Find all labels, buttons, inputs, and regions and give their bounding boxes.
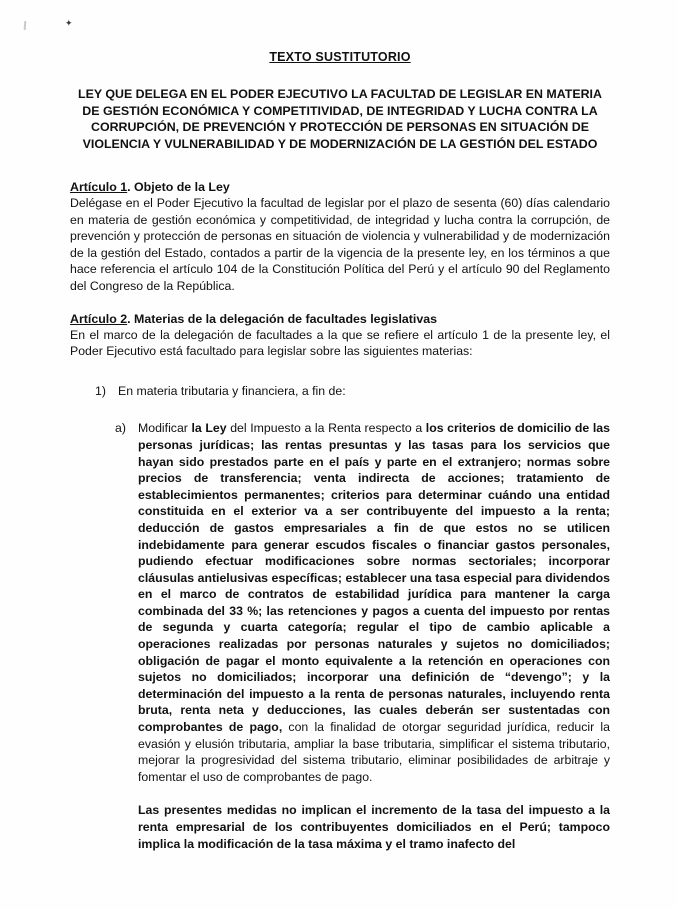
list-item-1 bbox=[70, 383, 610, 400]
article-2-heading bbox=[70, 312, 610, 326]
article-2-label: Artículo 2 bbox=[70, 311, 128, 326]
list-item-1-marker: 1) bbox=[95, 383, 106, 398]
list-item-a bbox=[70, 420, 610, 852]
article-2-heading-rest: . Materias de la delegación de facultades legislativas bbox=[127, 311, 438, 326]
article-2-body: En el marco de la delegación de facultades a la que se refiere el artículo 1 de la presente ley, el Poder Ejecutivo está facultado para legislar sobre las siguientes materias: bbox=[70, 327, 610, 359]
article-1-heading-rest: . Objeto de la Ley bbox=[127, 180, 230, 194]
article-1-label: Artículo 1 bbox=[70, 180, 128, 194]
list-item-a-marker: a) bbox=[115, 421, 126, 436]
list-item-a-paragraph-1 bbox=[138, 420, 610, 785]
run-modificar: Modificar bbox=[138, 421, 192, 436]
document-content bbox=[70, 50, 610, 852]
scan-artifact-dot: ✦ bbox=[65, 18, 73, 28]
run-la-ley: la Ley bbox=[191, 421, 227, 436]
scan-artifact-tick bbox=[24, 21, 27, 30]
article-1-heading bbox=[70, 180, 610, 194]
document-subtitle: LEY QUE DELEGA EN EL PODER EJECUTIVO LA FACULTAD DE LEGISLAR EN MATERIA DE GESTIÓN ECONÓMICA Y COMPETITIVIDAD, DE INTEGRIDAD Y LUCHA CONTRA LA CORRUPCIÓN, DE PREVENCIÓN Y PROTECCIÓN DE PERSONAS EN SITUACIÓN DE VIOLENCIA Y VULNERABILIDAD Y DE MODERNIZACIÓN DE LA GESTIÓN DEL ESTADO bbox=[78, 87, 602, 151]
run-criterios-domicilio: los criterios de domicilio de las personas jurídicas; las rentas presuntas y las tasas para los servicios que hayan sido prestados parte en el país y parte en el extranjero; normas sobre precios de transferencia; venta indirecta de acciones; tratamiento de establecimientos permanentes; criterios para determinar cuándo una entidad constituida en el exterior va a ser contribuyente del impuesto a la renta; deducción de gastos empresariales a fin de que estos no se utilicen indebidamente para generar escudos fiscales o financiar gastos personales, pudiendo efectuar modificaciones sobre normas sectoriales; incorporar cláusulas antielusivas específicas; establecer una tasa especial para dividendos en el marco de contratos de estabilidad jurídica para mantener la carga combinada del 33 %; las retenciones y pagos a cuenta del impuesto por rentas de segunda y cuarta categoría; regular el tipo de cambio aplicable a operaciones realizadas por personas naturales y sujetos no domiciliados; obligación de pagar el monto equivalente a la retención en operaciones con sujetos no domiciliados; incorporar una definición de “devengo”; y la determinación del impuesto a la renta de personas naturales, incluyendo renta bruta, renta neta y deducciones, las cuales deberán ser sustentadas con comprobantes de pago, bbox=[138, 421, 610, 735]
list-item-1-text: En materia tributaria y financiera, a fin de: bbox=[118, 383, 346, 398]
article-1-block bbox=[70, 180, 610, 295]
run-impuesto-renta: del Impuesto a la Renta respecto a bbox=[226, 421, 426, 436]
run-presentes-medidas: Las presentes medidas no implican el incremento de la tasa del impuesto a la renta empresarial de los contribuyentes domiciliados en el Perú; tampoco implica la modificación de la tasa máxima y el tramo inafecto del bbox=[138, 803, 610, 851]
list-item-a-paragraph-2 bbox=[138, 802, 610, 852]
article-2-block bbox=[70, 312, 610, 360]
article-1-body: Delégase en el Poder Ejecutivo la facultad de legislar por el plazo de sesenta (60) días calendario en materia de gestión económica y competitividad, de integridad y lucha contra la corrupción, de prevención y protección de personas en situación de violencia y vulnerabilidad y de modernización de la gestión del Estado, contados a partir de la vigencia de la presente ley, en los términos a que hace referencia el artículo 104 de la Constitución Política del Perú y el artículo 90 del Reglamento del Congreso de la República. bbox=[70, 196, 610, 293]
document-title: TEXTO SUSTITUTORIO bbox=[269, 50, 411, 64]
run-finalidad: con la finalidad de otorgar seguridad jurídica, reducir la evasión y elusión tributaria, ampliar la base tributaria, simplificar el sistema tributario, mejorar la progresividad del sistema tributario, eliminar posibilidades de arbitraje y fomentar el uso de comprobantes de pago. bbox=[138, 720, 610, 784]
